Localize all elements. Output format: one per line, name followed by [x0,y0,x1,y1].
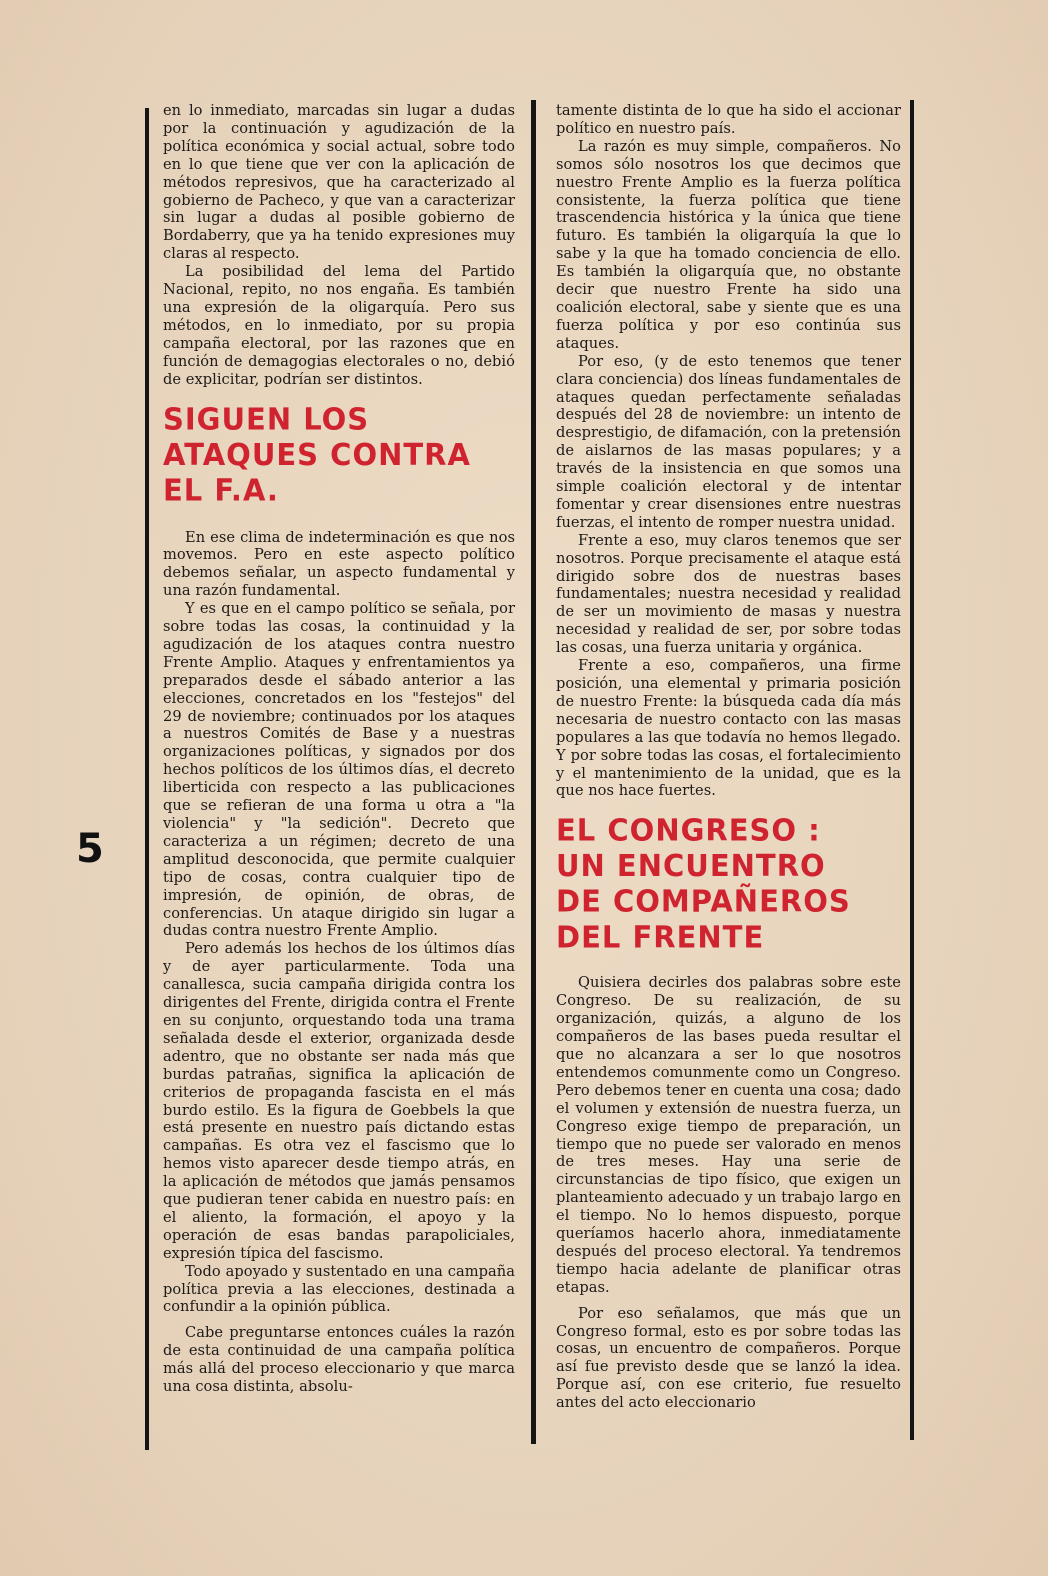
left-column [163,102,515,1396]
section-heading: EL CONGRESO : UN ENCUENTRO DE COMPAÑEROS DEL FRENTE [556,812,851,956]
paragraph: Por eso señalamos, que más que un Congreso formal, esto es por sobre todas las cosas, un encuentro de compañeros. Porque así fue previsto desde que se lanzó la idea. Porque así, con ese criterio, fue resuelto antes del acto eleccionario [556,1304,901,1412]
section-heading: SIGUEN LOS ATAQUES CONTRA EL F.A. [163,400,471,508]
paragraph: La posibilidad del lema del Partido Nacional, repito, no nos engaña. Es también una expresión de la oligarquía. Pero sus métodos, en lo inmediato, por su propia campaña electoral, por las razones que en función de demagogias electorales o no, debió de explicitar, podrían ser distintos. [163,263,515,388]
paragraph: Pero además los hechos de los últimos días y de ayer particularmente. Toda una canallesca, sucia campaña dirigida contra los dirigentes del Frente, dirigida contra el Frente en su conjunto, orquestando toda una trama señalada desde el exterior, organizada desde adentro, que no obstante ser nada más que burdas patrañas, significa la aplicación de criterios de propaganda fascista en el más burdo estilo. Es la figura de Goebbels la que está presente en nuestro país dictando estas campañas. Es otra vez el fascismo que lo hemos visto aparecer desde tiempo atrás, en la aplicación de métodos que jamás pensamos que pudieran tener cabida en nuestro país: en el aliento, la formación, el apoyo y la operación de esas bandas parapoliciales, expresión típica del fascismo. [163,940,515,1262]
paragraph: Frente a eso, muy claros tenemos que ser nosotros. Porque precisamente el ataque está dirigido sobre dos de nuestras bases fundamentales; nuestra necesidad y realidad de ser un movimiento de masas y nuestra necesidad y realidad de ser, por sobre todas las cosas, una fuerza unitaria y orgánica. [556,531,901,657]
paragraph: Y es que en el campo político se señala, por sobre todas las cosas, la continuidad y la agudización de los ataques contra nuestro Frente Amplio. Ataques y enfrentamientos ya preparados desde el sábado anterior a las elecciones, concretados en los "festejos" del 29 de noviembre; continuados por los ataques a nuestros Comités de Base y a nuestras organizaciones políticas, y signados por dos hechos políticos de los últimos días, el decreto liberticida con respecto a las publicaciones que se refieran de una forma u otra a "la violencia" y "la sedición". Decreto que caracteriza a un régimen; decreto de una amplitud desconocida, que permite cualquier tipo de cosas, contra cualquier tipo de impresión, de opinión, de obras, de conferencias. Un ataque dirigido sin lugar a dudas contra nuestro Frente Amplio. [163,600,515,940]
paragraph: Frente a eso, compañeros, una firme posición, una elemental y primaria posición de nuestro Frente: la búsqueda cada día más necesaria de nuestro contacto con las masas populares a las que todavía no hemos llegado. Y por sobre todas las cosas, el fortalecimiento y el mantenimiento de la unidad, que es la que nos hace fuertes. [556,657,901,800]
left-column-rule [145,108,149,1450]
paragraph: en lo inmediato, marcadas sin lugar a dudas por la continuación y agudización de la política económica y social actual, sobre todo en lo que tiene que ver con la aplicación de métodos represivos, que ha caracterizado al gobierno de Pacheco, y que van a caracterizar sin lugar a dudas al posible gobierno de Bordaberry, que ya ha tenido expresiones muy claras al respecto. [163,102,515,263]
paragraph: Quisiera decirles dos palabras sobre este Congreso. De su realización, de su organización, quizás, a alguno de los compañeros de las bases pueda resultar el que no alcanzara a ser lo que nosotros entendemos comunmente como un Congreso. Pero debemos tener en cuenta una cosa; dado el volumen y extensión de nuestra fuerza, un Congreso exige tiempo de preparación, un tiempo que no puede ser valorado en menos de tres meses. Hay una serie de circunstancias de tipo físico, que exigen un planteamiento adecuado y un trabajo largo en el tiempo. No lo hemos dispuesto, porque queríamos hacerlo ahora, inmediatamente después del proceso electoral. Ya tendremos tiempo hacia adelante de planificar otras etapas. [556,974,901,1296]
paragraph: Por eso, (y de esto tenemos que tener clara conciencia) dos líneas fundamentales de ataques quedan perfectamente señaladas después del 28 de noviembre: un intento de desprestigio, de difamación, con la pretensión de aislarnos de las masas populares; y a través de la insistencia en que somos una simple coalición electoral y de intentar fomentar y crear disensiones entre nuestras fuerzas, el intento de romper nuestra unidad. [556,352,901,531]
right-column [556,102,901,1412]
center-column-rule [531,100,536,1444]
paragraph: En ese clima de indeterminación es que nos movemos. Pero en este aspecto político debemos señalar, un aspecto fundamental y una razón fundamental. [163,528,515,600]
paragraph: Todo apoyado y sustentado en una campaña política previa a las elecciones, destinada a confundir a la opinión pública. [163,1262,515,1316]
right-column-rule [910,100,914,1440]
paragraph: Cabe preguntarse entonces cuáles la razón de esta continuidad de una campaña política más allá del proceso eleccionario y que marca una cosa distinta, absolu- [163,1324,515,1396]
paragraph: La razón es muy simple, compañeros. No somos sólo nosotros los que decimos que nuestro Frente Amplio es la fuerza política consistente, la fuerza política que tiene trascendencia histórica y la única que tiene futuro. Es también la oligarquía la que lo sabe y la que ha tomado conciencia de ello. Es también la oligarquía que, no obstante decir que nuestro Frente ha sido una coalición electoral, sabe y siente que es una fuerza política y por eso continúa sus ataques. [556,137,901,352]
paragraph: tamente distinta de lo que ha sido el accionar político en nuestro país. [556,102,901,137]
page-number: 5 [76,826,104,872]
